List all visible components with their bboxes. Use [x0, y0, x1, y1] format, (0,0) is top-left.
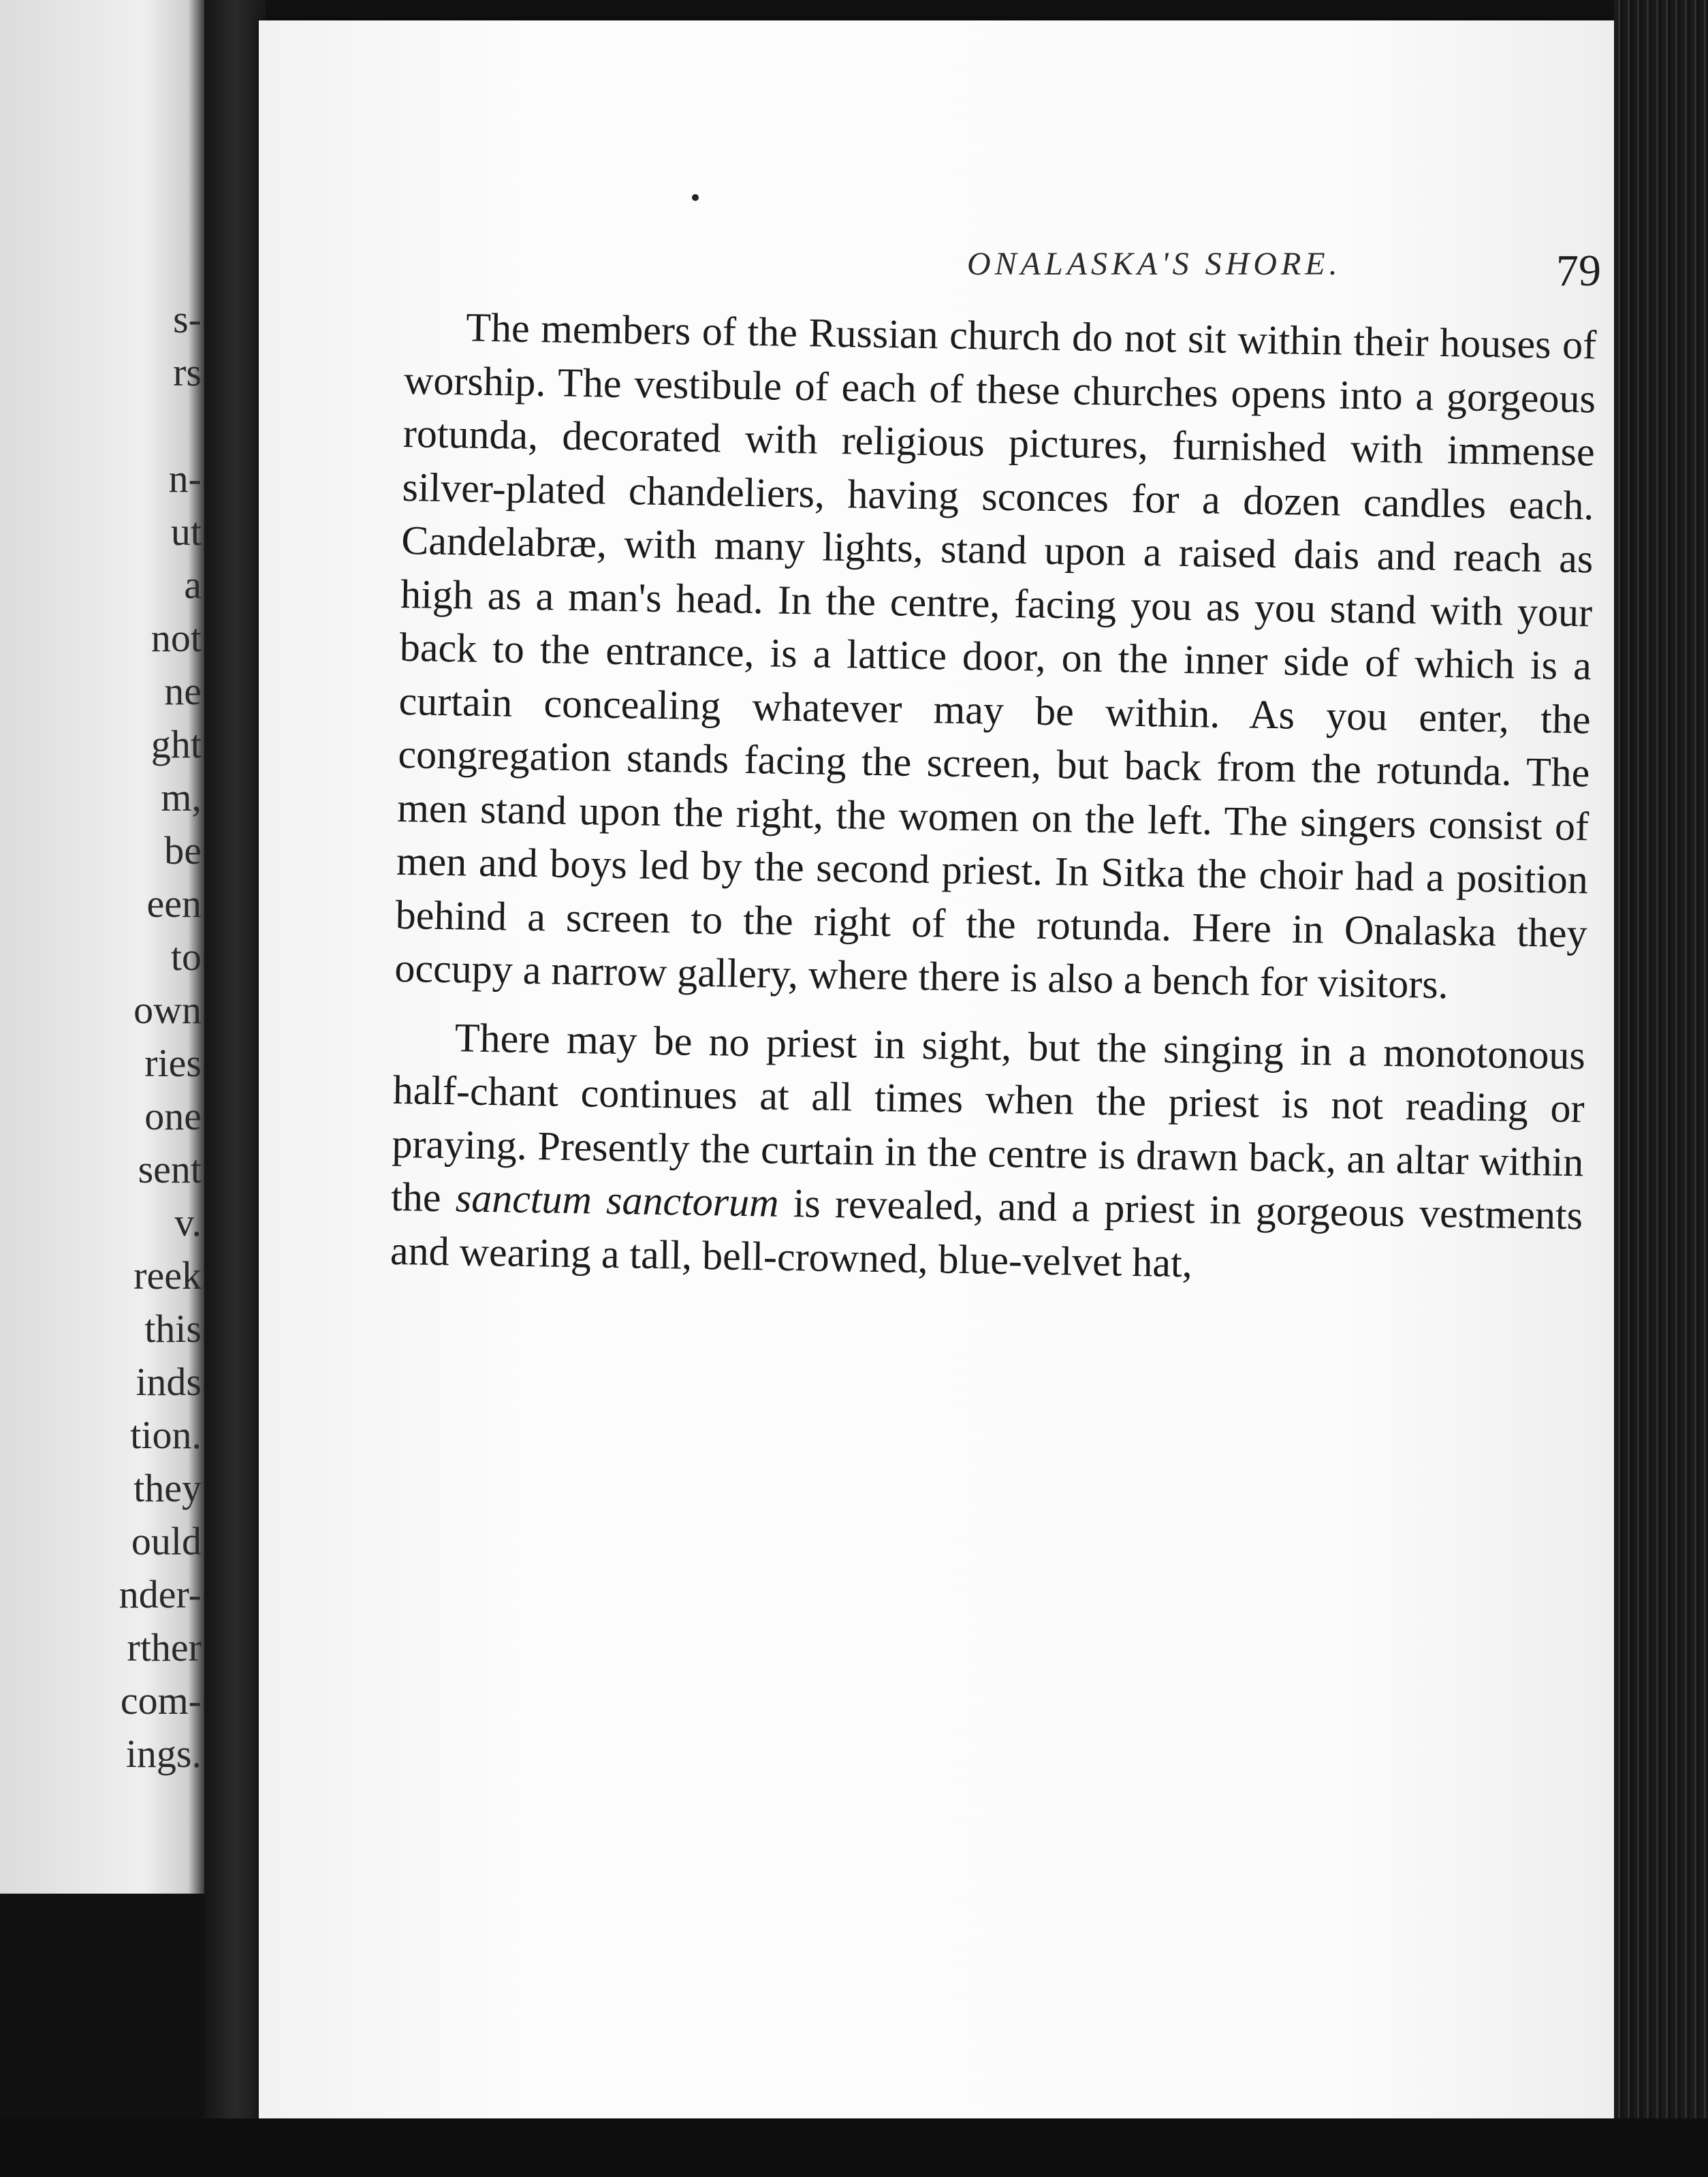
left-page-line: n- — [168, 456, 202, 501]
bottom-shadow — [0, 2118, 1708, 2177]
left-page-line: nder- — [118, 1572, 202, 1616]
left-page-line: ut — [170, 510, 202, 554]
left-page-line: ings. — [125, 1732, 202, 1776]
paragraph-2-end: is revealed, and a priest in gorgeous vestments and wearing a tall, bell-crowned, blue-velvet hat, — [390, 1180, 1583, 1285]
left-page-line: not — [151, 616, 202, 660]
left-page-line: own — [133, 988, 202, 1032]
page-number: 79 — [1556, 246, 1601, 296]
body-text — [390, 300, 1596, 1296]
left-page-line: tion. — [130, 1413, 202, 1457]
left-page-line: com- — [120, 1678, 202, 1723]
left-page-line: ould — [131, 1519, 202, 1563]
left-page-line: sent — [138, 1147, 202, 1191]
left-page-line: a — [184, 563, 202, 607]
left-page-line: ne — [164, 669, 202, 713]
left-page-line: this — [144, 1306, 202, 1351]
left-page-line — [0, 399, 202, 452]
ink-speck — [692, 194, 699, 201]
paragraph-2-start: There may be no priest in sight, but the singing in a monotonous half-chant continues at all times when the priest is not reading or praying. Presently the curtain in the centre is drawn back, an altar within the — [390, 1014, 1586, 1221]
left-page-line: m, — [161, 775, 202, 819]
left-page-line: een — [146, 881, 202, 926]
left-page-line: rther — [127, 1625, 202, 1670]
left-page-line: v. — [174, 1200, 202, 1244]
paragraph-2 — [390, 1009, 1585, 1296]
paragraph-1: The members of the Russian church do not sit within their houses of worship. The vestibule of each of these churches opens into a gorgeous rotunda, decorated with religious pictures, furnished with immense silver-plated chandeliers, having sconces for a dozen candles each. Candelabræ, with many lights, stand upon a raised dais and reach as high as a man's head. In the centre, facing you as you stand with your back to the entrance, is a lattice door, on the inner side of which is a curtain concealing whatever may be within. As you enter, the congregation stands facing the screen, but back from the rotunda. The men stand upon the right, the women on the left. The singers consist of men and boys led by the second priest. In Sitka the choir had a position behind a screen to the right of the rotunda. Here in Onalaska they occupy a narrow gallery, where there is also a bench for visitors. — [394, 304, 1597, 1007]
left-page-line: reek — [133, 1253, 202, 1298]
left-page-line: rs — [173, 350, 202, 394]
right-page — [259, 20, 1614, 2118]
left-page-line: inds — [136, 1360, 202, 1404]
left-page-line: to — [170, 935, 202, 979]
left-page — [0, 0, 204, 1894]
left-page-line: s- — [173, 297, 202, 341]
latin-phrase: sanctum sanctorum — [455, 1175, 780, 1225]
left-page-line: ries — [144, 1041, 202, 1085]
left-page-line: one — [144, 1094, 202, 1138]
page-edges — [1614, 0, 1708, 2177]
left-page-line: they — [133, 1466, 202, 1510]
running-head: ONALASKA'S SHORE. — [967, 246, 1342, 282]
left-page-line: be — [164, 828, 202, 873]
left-page-line: ght — [151, 722, 202, 766]
left-page-text — [0, 293, 202, 1781]
book-gutter — [204, 0, 266, 2177]
